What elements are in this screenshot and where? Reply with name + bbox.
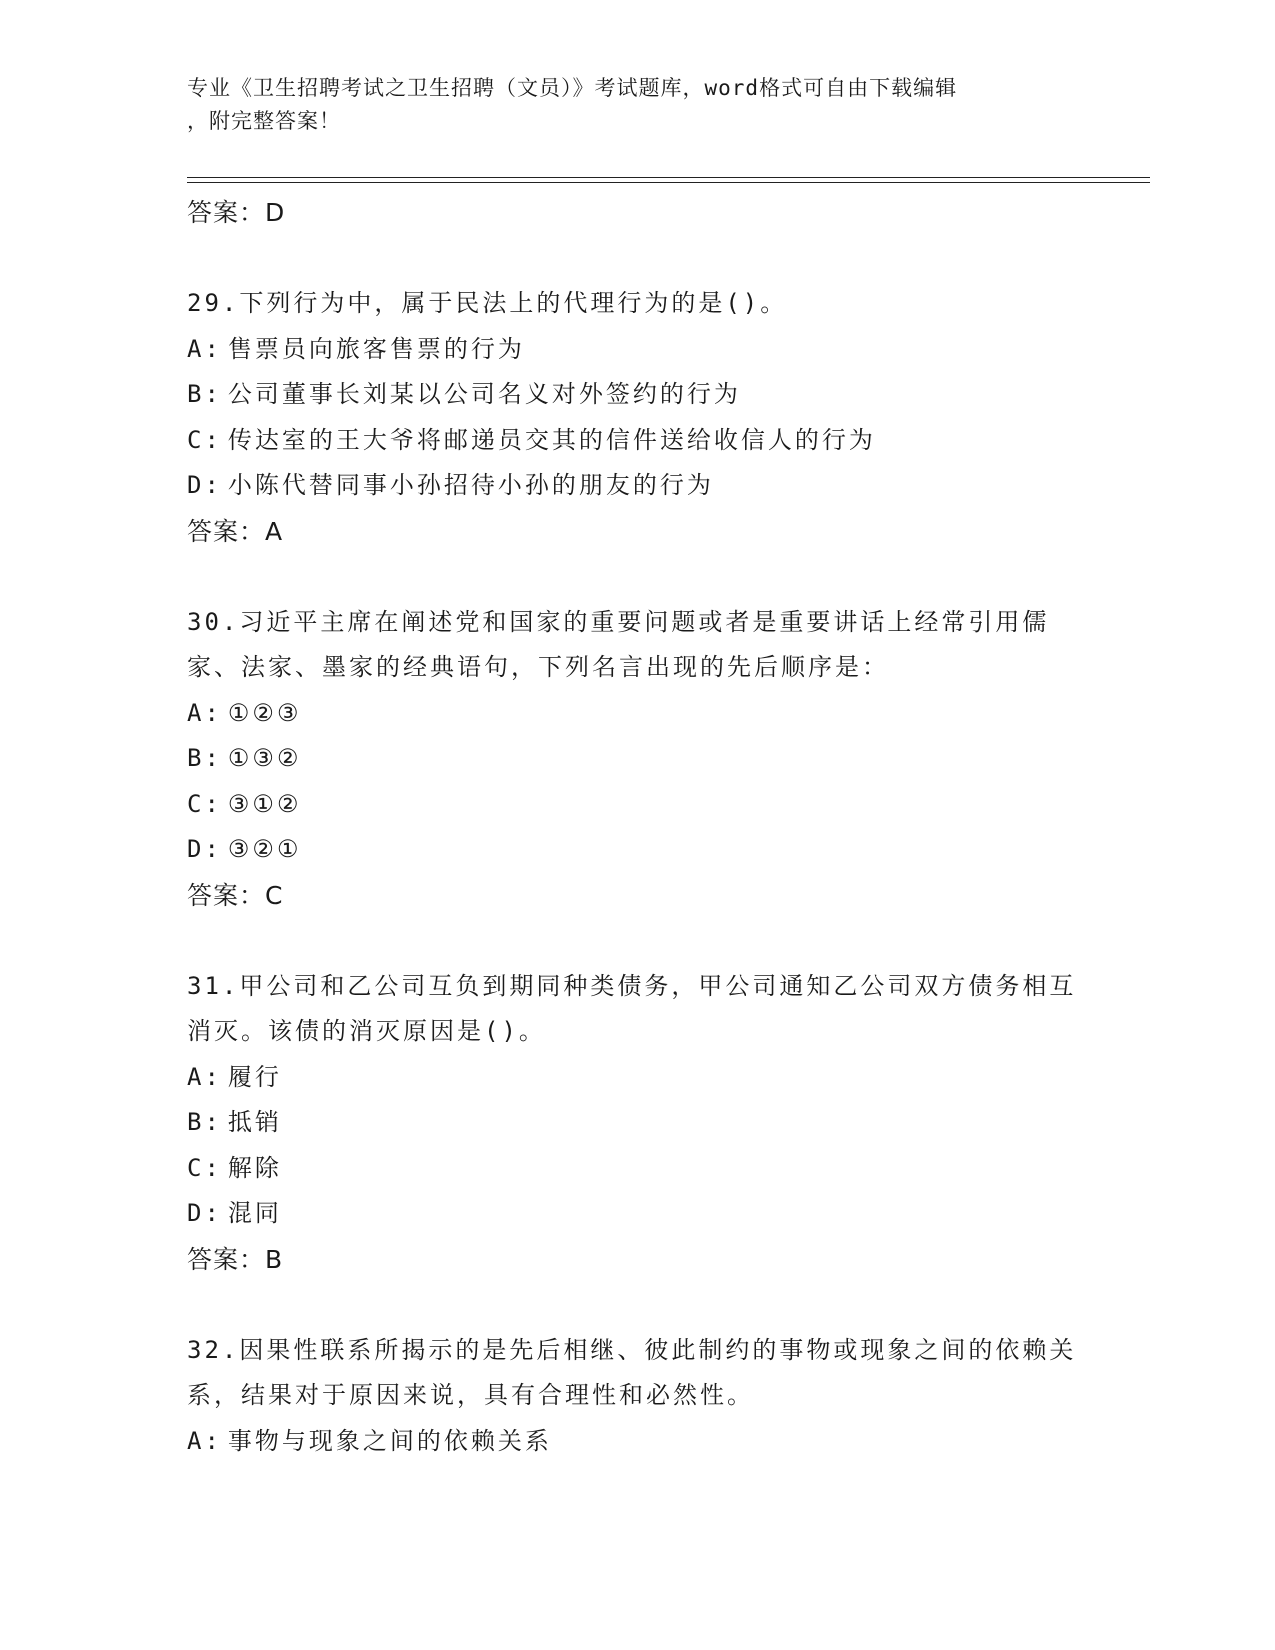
question-text: 下列行为中，属于民法上的代理行为的是()。 bbox=[239, 289, 788, 317]
question-list bbox=[187, 190, 1087, 1464]
question-stem bbox=[187, 600, 1087, 691]
option-text: ①②③ bbox=[227, 698, 302, 727]
option-text: 公司董事长刘某以公司名义对外签约的行为 bbox=[227, 380, 741, 408]
option-b bbox=[187, 736, 1087, 782]
option-a bbox=[187, 1419, 1087, 1465]
header-line-2: ，附完整答案！ bbox=[187, 109, 341, 133]
question-number: 30. bbox=[187, 607, 240, 636]
option-a bbox=[187, 1055, 1087, 1101]
document-header bbox=[187, 72, 1067, 138]
question-32 bbox=[187, 1328, 1087, 1465]
option-text: ③①② bbox=[227, 789, 302, 818]
option-a bbox=[187, 691, 1087, 737]
question-stem bbox=[187, 281, 1087, 327]
question-stem bbox=[187, 1328, 1087, 1419]
header-rule-top bbox=[187, 177, 1150, 178]
header-rule-bottom bbox=[187, 182, 1150, 183]
option-text: 事物与现象之间的依赖关系 bbox=[227, 1426, 552, 1455]
option-key: C: bbox=[187, 425, 222, 454]
option-key: B: bbox=[187, 380, 222, 408]
question-30 bbox=[187, 600, 1087, 918]
option-c bbox=[187, 782, 1087, 828]
option-key: A: bbox=[187, 1062, 222, 1091]
option-key: B: bbox=[187, 1108, 222, 1136]
option-text: 履行 bbox=[227, 1062, 282, 1091]
answer-line: 答案：D bbox=[187, 198, 286, 227]
question-text: 甲公司和乙公司互负到期同种类债务，甲公司通知乙公司双方债务相互消灭。该债的消灭原因是()。 bbox=[187, 971, 1077, 1045]
option-d bbox=[187, 1191, 1087, 1237]
option-d bbox=[187, 827, 1087, 873]
option-key: D: bbox=[187, 471, 222, 499]
option-text: ①③② bbox=[227, 744, 302, 772]
option-c bbox=[187, 1146, 1087, 1192]
option-text: 传达室的王大爷将邮递员交其的信件送给收信人的行为 bbox=[227, 425, 876, 454]
option-key: C: bbox=[187, 789, 222, 818]
question-number: 29. bbox=[187, 289, 240, 317]
question-29 bbox=[187, 281, 1087, 554]
option-key: A: bbox=[187, 1426, 222, 1455]
option-text: 解除 bbox=[227, 1153, 282, 1182]
option-text: 售票员向旅客售票的行为 bbox=[227, 334, 525, 363]
option-d bbox=[187, 463, 1087, 509]
option-key: C: bbox=[187, 1153, 222, 1182]
answer-line: 答案：A bbox=[187, 516, 284, 546]
option-b bbox=[187, 1100, 1087, 1146]
option-text: 混同 bbox=[227, 1199, 282, 1227]
option-key: A: bbox=[187, 334, 222, 363]
question-text: 习近平主席在阐述党和国家的重要问题或者是重要讲话上经常引用儒家、法家、墨家的经典语句，下列名言出现的先后顺序是： bbox=[187, 607, 1050, 681]
option-text: ③②① bbox=[227, 835, 302, 863]
option-key: D: bbox=[187, 835, 222, 863]
option-a bbox=[187, 327, 1087, 373]
answer-line: 答案：B bbox=[187, 1244, 284, 1274]
option-key: A: bbox=[187, 698, 222, 727]
question-31 bbox=[187, 964, 1087, 1282]
question-stem bbox=[187, 964, 1087, 1055]
option-c bbox=[187, 418, 1087, 464]
option-key: B: bbox=[187, 744, 222, 772]
option-key: D: bbox=[187, 1199, 222, 1227]
option-b bbox=[187, 372, 1087, 418]
question-text: 因果性联系所揭示的是先后相继、彼此制约的事物或现象之间的依赖关系，结果对于原因来说，具有合理性和必然性。 bbox=[187, 1335, 1077, 1409]
option-text: 小陈代替同事小孙招待小孙的朋友的行为 bbox=[227, 471, 714, 499]
question-number: 31. bbox=[187, 971, 240, 1000]
question-number: 32. bbox=[187, 1335, 240, 1364]
header-line-1: 专业《卫生招聘考试之卫生招聘（文员）》考试题库，word格式可自由下载编辑 bbox=[187, 76, 958, 100]
option-text: 抵销 bbox=[227, 1108, 282, 1136]
answer-line: 答案：C bbox=[187, 880, 284, 910]
